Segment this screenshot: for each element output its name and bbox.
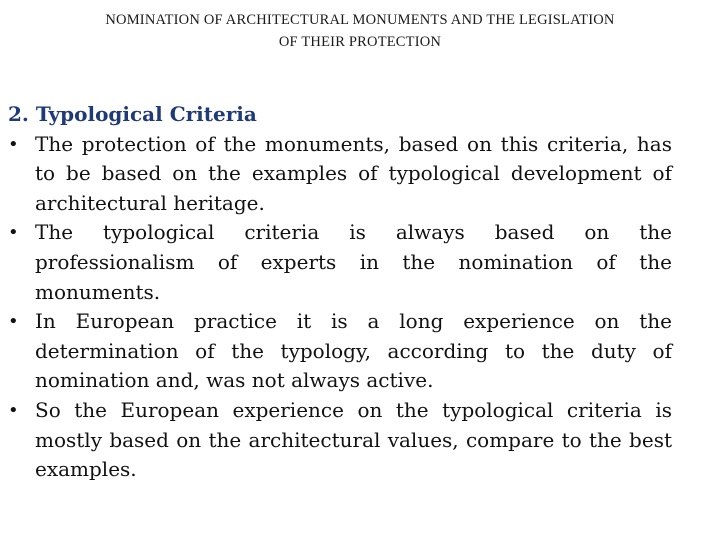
- bullet-text: In European practice it is a long experience on the determination of the typology, according to the duty of nomination and, was not always active.: [35, 309, 672, 393]
- section-heading: 2. Typological Criteria: [8, 102, 257, 126]
- bullet-item: [8, 307, 672, 396]
- bullet-item: [8, 130, 672, 219]
- bullet-text: The typological criteria is always based on the professionalism of experts in the nomination of the monuments.: [35, 220, 672, 304]
- slide-title: [0, 9, 720, 53]
- slide-title-line-2: OF THEIR PROTECTION: [278, 34, 442, 50]
- bullet-item: [8, 218, 672, 307]
- bullet-icon: •: [8, 311, 19, 333]
- bullet-text: So the European experience on the typological criteria is mostly based on the architectural values, compare to the best examples.: [35, 397, 672, 482]
- bullet-icon: •: [8, 399, 19, 421]
- bullet-icon: •: [8, 222, 19, 244]
- bullet-list: [8, 130, 672, 485]
- slide-title-line-1: NOMINATION OF ARCHITECTURAL MONUMENTS AND THE LEGISLATION: [105, 12, 615, 28]
- bullet-item: [8, 396, 672, 485]
- bullet-text: The protection of the monuments, based on this criteria, has to be based on the examples of typological development of architectural heritage.: [35, 131, 672, 215]
- slide-content: [8, 100, 672, 485]
- bullet-icon: •: [8, 133, 19, 155]
